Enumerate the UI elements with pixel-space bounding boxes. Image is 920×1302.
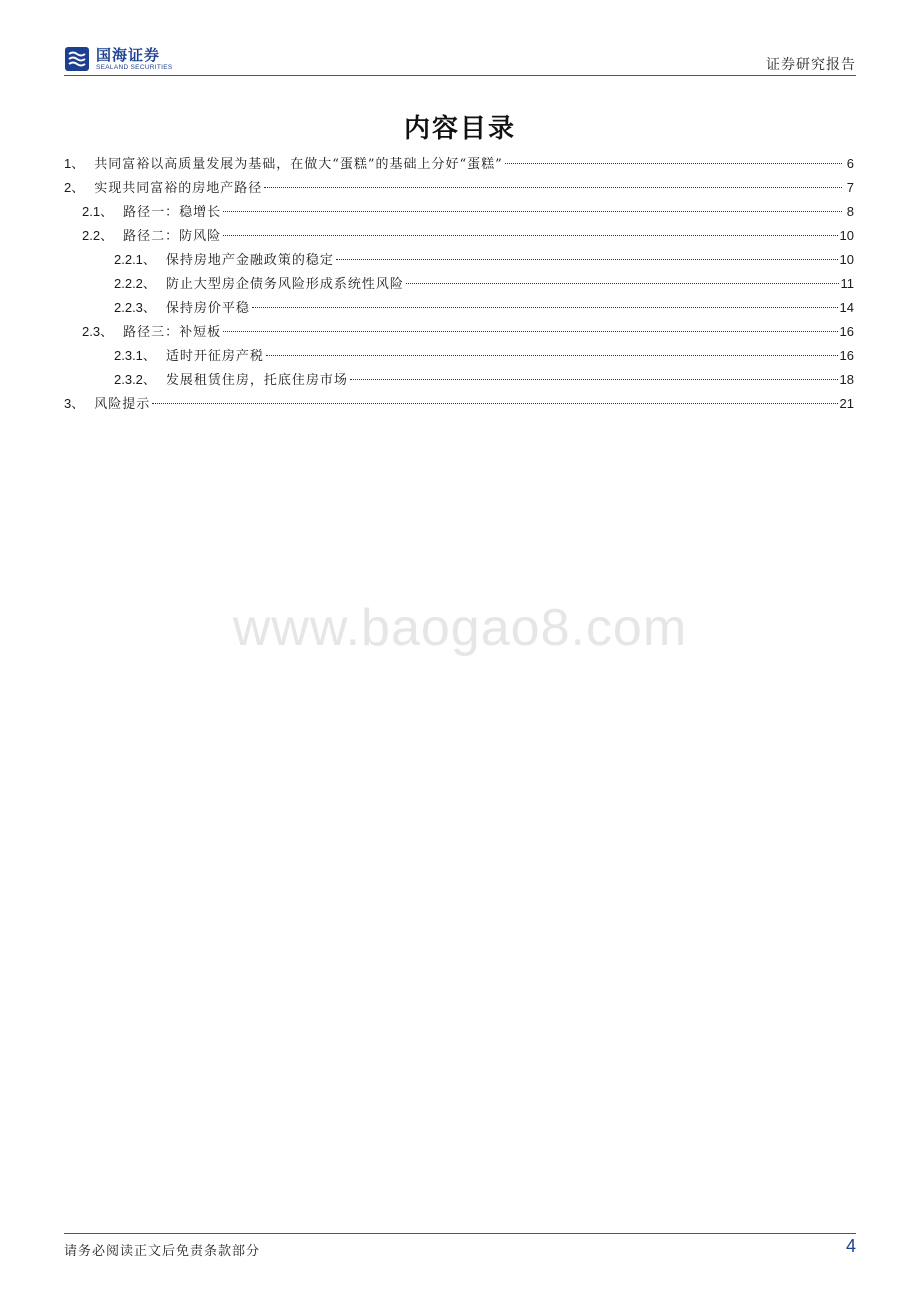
toc-entry-page: 7 xyxy=(846,180,854,195)
toc-dot-leader xyxy=(406,283,839,284)
toc-entry[interactable] xyxy=(64,392,854,416)
toc-entry-number: 2.2.3、 xyxy=(114,300,156,315)
toc-entry-title: 路径三：补短板 xyxy=(123,325,222,340)
toc-entry-title: 发展租赁住房，托底住房市场 xyxy=(165,373,348,388)
toc-entry-number: 2.2、 xyxy=(82,228,114,243)
toc-entry-title: 风险提示 xyxy=(94,397,151,412)
page-header xyxy=(64,40,856,78)
toc-dot-leader xyxy=(336,259,838,260)
page-title: 内容目录 xyxy=(403,114,516,144)
toc-entry[interactable] xyxy=(64,272,854,296)
toc-dot-leader xyxy=(223,331,837,332)
logo-english-name: SEALAND SECURITIES xyxy=(96,63,173,71)
toc-entry-page: 21 xyxy=(839,396,854,411)
toc-entry-number: 2.1、 xyxy=(82,204,114,219)
watermark-text: www.baogao8.com xyxy=(232,599,688,657)
toc-entry-title: 适时开征房产税 xyxy=(165,349,264,364)
toc-dot-leader xyxy=(223,211,842,212)
toc-entry[interactable] xyxy=(64,368,854,392)
toc-entry-number: 2、 xyxy=(64,180,85,195)
toc-dot-leader xyxy=(505,163,842,164)
toc-entry-title: 防止大型房企债务风险形成系统性风险 xyxy=(165,277,404,292)
toc-entry-title: 实现共同富裕的房地产路径 xyxy=(94,181,263,196)
toc-entry[interactable] xyxy=(64,320,854,344)
toc-dot-leader xyxy=(252,307,838,308)
toc-entry-number: 2.3、 xyxy=(82,324,114,339)
toc-dot-leader xyxy=(266,355,838,356)
toc-entry-page: 8 xyxy=(846,204,854,219)
toc-entry[interactable] xyxy=(64,224,854,248)
toc-entry-title: 路径二：防风险 xyxy=(123,229,222,244)
toc-entry-page: 11 xyxy=(840,276,854,291)
toc-entry[interactable] xyxy=(64,176,854,200)
header-divider xyxy=(64,75,856,76)
toc-entry-title: 共同富裕以高质量发展为基础，在做大“蛋糕”的基础上分好“蛋糕” xyxy=(94,157,503,172)
toc-dot-leader xyxy=(223,235,837,236)
footer-divider xyxy=(64,1233,856,1234)
toc-entry-page: 6 xyxy=(846,156,854,171)
page-number: 4 xyxy=(845,1236,856,1256)
toc-entry-number: 2.2.2、 xyxy=(114,276,156,291)
toc-entry-number: 2.3.1、 xyxy=(114,348,156,363)
toc-entry[interactable] xyxy=(64,248,854,272)
toc-entry-page: 14 xyxy=(839,300,854,315)
toc-entry-title: 路径一：稳增长 xyxy=(123,205,222,220)
toc-entry[interactable] xyxy=(64,152,854,176)
toc-entry-title: 保持房价平稳 xyxy=(165,301,250,316)
toc-dot-leader xyxy=(152,403,837,404)
toc-entry-number: 2.3.2、 xyxy=(114,372,156,387)
toc-entry-number: 2.2.1、 xyxy=(114,252,156,267)
toc-entry-number: 1、 xyxy=(64,156,85,171)
table-of-contents xyxy=(64,152,854,416)
logo-chinese-name: 国海证券 xyxy=(96,45,161,64)
sealand-logo-icon xyxy=(64,46,90,72)
toc-entry-page: 16 xyxy=(839,348,854,363)
toc-entry-number: 3、 xyxy=(64,396,85,411)
toc-entry-page: 18 xyxy=(839,372,854,387)
toc-entry[interactable] xyxy=(64,344,854,368)
footer-disclaimer: 请务必阅读正文后免责条款部分 xyxy=(64,1244,261,1259)
toc-entry[interactable] xyxy=(64,296,854,320)
toc-entry-title: 保持房地产金融政策的稳定 xyxy=(165,253,334,268)
toc-dot-leader xyxy=(350,379,838,380)
toc-entry-page: 10 xyxy=(839,228,854,243)
toc-dot-leader xyxy=(264,187,842,188)
toc-entry[interactable] xyxy=(64,200,854,224)
report-type-label: 证券研究报告 xyxy=(766,57,856,73)
toc-entry-page: 10 xyxy=(839,252,854,267)
company-logo xyxy=(64,44,173,74)
toc-entry-page: 16 xyxy=(839,324,854,339)
